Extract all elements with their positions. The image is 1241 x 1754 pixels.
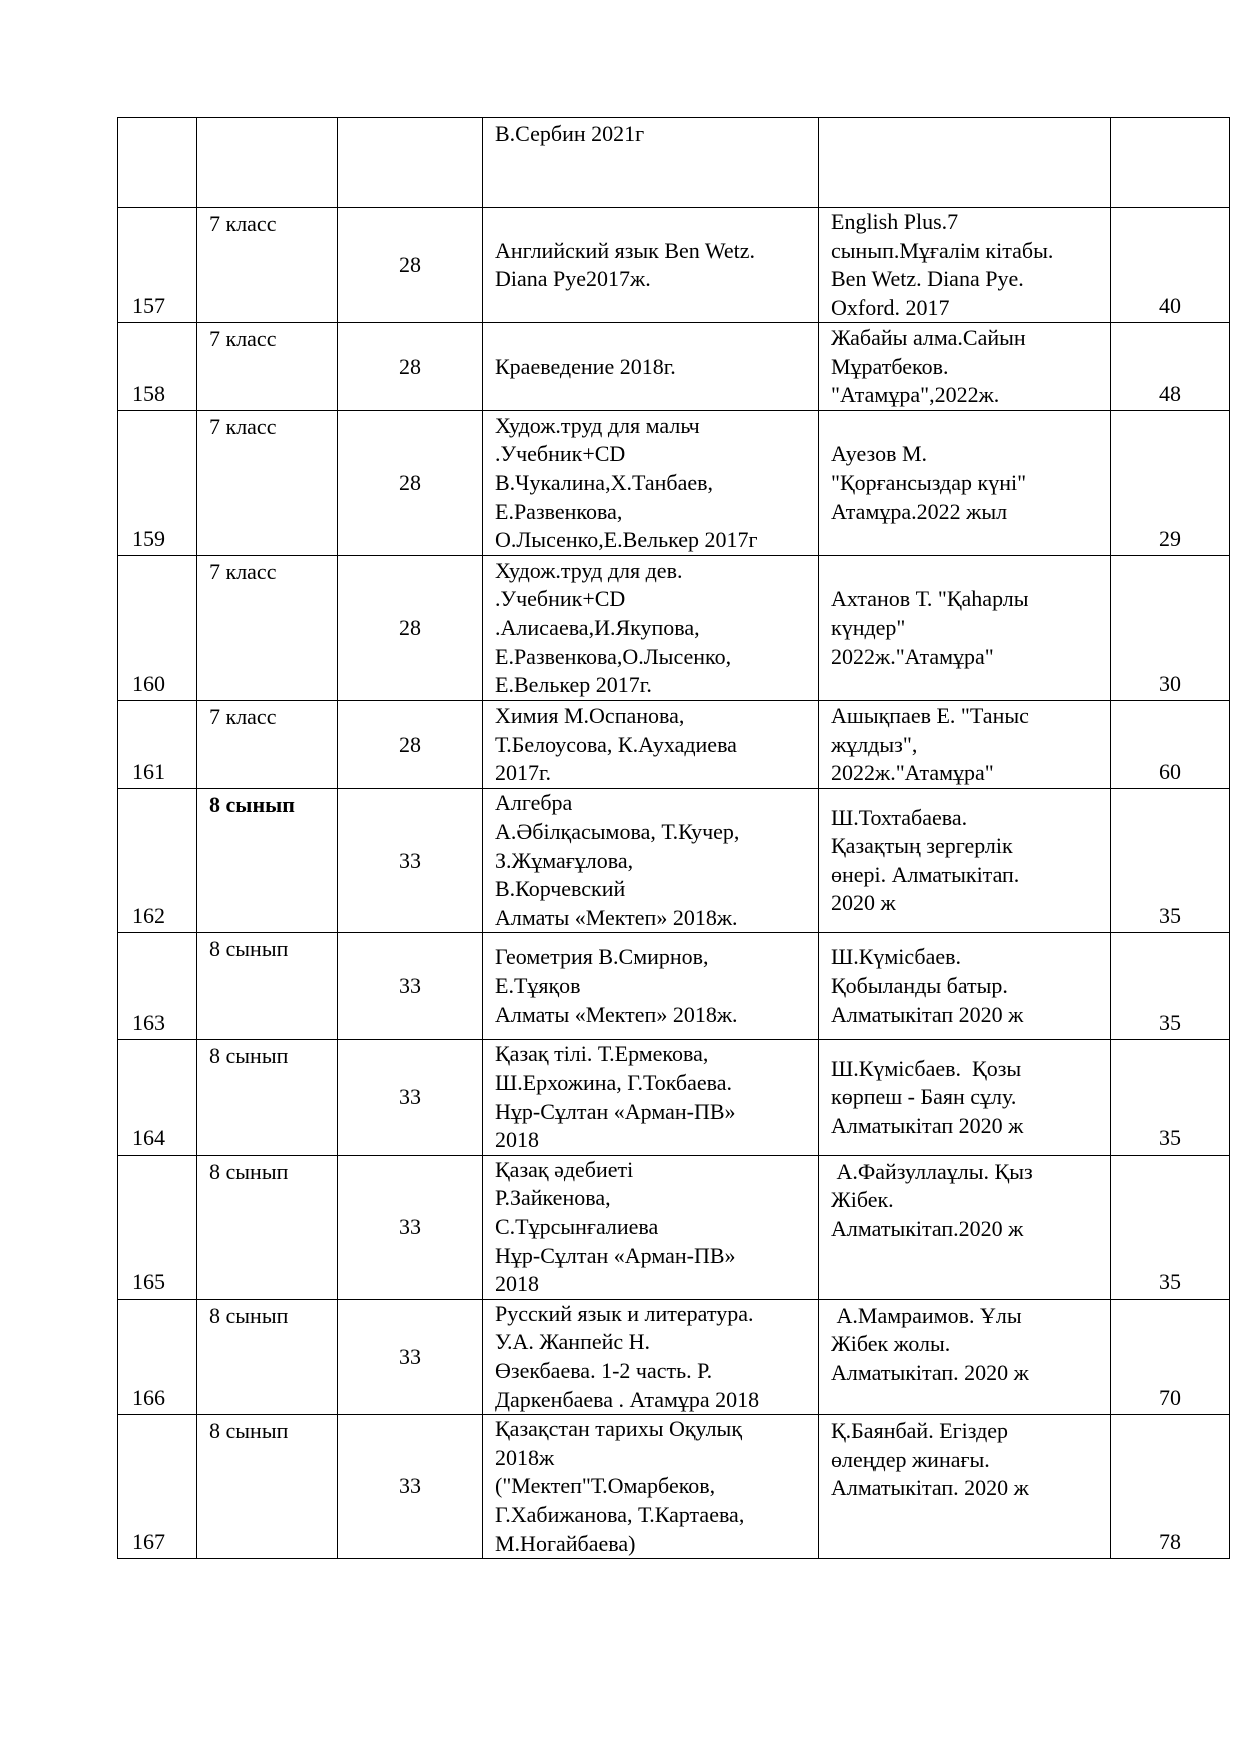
textbook-line: Өзекбаева. 1-2 часть. Р. [495, 1357, 713, 1383]
extra-book-cell [819, 411, 1111, 556]
textbook-line: В.Чукалина,Х.Танбаев, [495, 470, 714, 496]
hours-cell: 33 [338, 789, 483, 933]
table-row [118, 789, 1230, 933]
extra-book-line: күндер" [831, 615, 906, 641]
extra-book-line: өнері. Алматыкітап. [831, 861, 1020, 887]
textbook-line: Қазақ тілі. Т.Ермекова, [495, 1041, 709, 1067]
extra-book-line: Ben Wetz. Diana Pye. [831, 266, 1024, 292]
extra-book-line: Алматыкітап 2020 ж [831, 1112, 1024, 1138]
table-row [118, 323, 1230, 411]
quantity-cell: 29 [1111, 411, 1230, 556]
table-row [118, 701, 1230, 789]
textbook-line: Diana Pye2017ж. [495, 266, 651, 292]
table-body [118, 118, 1230, 1559]
textbook-line: Химия М.Оспанова, [495, 702, 685, 728]
extra-book-line: "Атамұра",2022ж. [831, 382, 1000, 408]
row-number-cell: 157 [118, 208, 197, 323]
textbook-line: Г.Хабижанова, Т.Картаева, [495, 1501, 745, 1527]
textbook-line: С.Тұрсынғалиева [495, 1213, 659, 1239]
extra-book-line: Алматыкітап.2020 ж [831, 1215, 1024, 1241]
textbook-cell [483, 1155, 819, 1299]
class-cell: 7 класс [197, 323, 338, 411]
table-row [118, 556, 1230, 701]
textbook-line: У.А. Жанпейс Н. [495, 1329, 651, 1355]
textbook-line: Нұр-Сұлтан «Арман-ПВ» [495, 1242, 736, 1268]
textbook-line: Т.Белоусова, К.Аухадиева [495, 731, 737, 757]
textbook-line: М.Ногайбаева) [495, 1530, 636, 1556]
textbook-line: 2018ж [495, 1444, 555, 1470]
textbook-line: Алгебра [495, 790, 573, 816]
textbook-line: Алматы «Мектеп» 2018ж. [495, 904, 738, 930]
textbook-line: Геометрия В.Смирнов, [495, 944, 709, 970]
row-number-cell: 163 [118, 933, 197, 1040]
table-row [118, 208, 1230, 323]
class-cell [197, 118, 338, 208]
class-cell: 8 сынып [197, 789, 338, 933]
extra-book-line: Ашықпаев Е. "Таныс [831, 702, 1029, 728]
extra-book-cell [819, 1299, 1111, 1414]
quantity-cell: 35 [1111, 1155, 1230, 1299]
quantity-cell: 35 [1111, 1040, 1230, 1155]
extra-book-cell [819, 556, 1111, 701]
extra-book-line: Жабайы алма.Сайын [831, 324, 1026, 350]
extra-book-line: Қ.Баянбай. Егіздер [831, 1418, 1009, 1444]
textbook-cell [483, 1299, 819, 1414]
extra-book-line: Алматыкітап 2020 ж [831, 1001, 1024, 1027]
textbook-cell [483, 789, 819, 933]
row-number-cell: 160 [118, 556, 197, 701]
extra-book-line: 2022ж."Атамұра" [831, 643, 994, 669]
extra-book-line: Ахтанов Т. "Қаһарлы [831, 586, 1029, 612]
extra-book-cell [819, 1155, 1111, 1299]
textbook-cell [483, 701, 819, 789]
hours-cell: 28 [338, 411, 483, 556]
textbook-line: А.Әбілқасымова, Т.Кучер, [495, 818, 740, 844]
extra-book-line: Мұратбеков. [831, 353, 949, 379]
textbook-line: .Учебник+CD [495, 586, 626, 612]
table-row [118, 411, 1230, 556]
extra-book-cell [819, 323, 1111, 411]
class-cell: 8 сынып [197, 1415, 338, 1559]
quantity-cell: 70 [1111, 1299, 1230, 1414]
extra-book-cell [819, 1040, 1111, 1155]
textbook-line: Русский язык и литература. [495, 1300, 754, 1326]
extra-book-line: 2020 ж [831, 890, 896, 916]
extra-book-cell [819, 118, 1111, 208]
hours-cell: 33 [338, 1155, 483, 1299]
extra-book-line: 2022ж."Атамұра" [831, 760, 994, 786]
hours-cell: 28 [338, 323, 483, 411]
textbook-line: Даркенбаева . Атамұра 2018 [495, 1386, 760, 1412]
class-cell: 7 класс [197, 556, 338, 701]
quantity-cell: 35 [1111, 789, 1230, 933]
row-number-cell: 158 [118, 323, 197, 411]
extra-book-line: Қобыланды батыр. [831, 973, 1008, 999]
extra-book-line: А.Файзуллаұлы. Қыз [831, 1158, 1033, 1184]
textbook-line: Қазақ әдебиеті [495, 1156, 634, 1182]
textbook-table [117, 117, 1230, 1559]
class-cell: 7 класс [197, 208, 338, 323]
extra-book-line: өлеңдер жинағы. [831, 1446, 990, 1472]
extra-book-line: Ауезов М. [831, 441, 928, 467]
row-number-cell: 164 [118, 1040, 197, 1155]
textbook-line: Английский язык Ben Wetz. [495, 237, 756, 263]
extra-book-line: А.Мамраимов. Ұлы [831, 1302, 1022, 1328]
textbook-cell [483, 323, 819, 411]
row-number-cell: 161 [118, 701, 197, 789]
hours-cell: 33 [338, 1299, 483, 1414]
textbook-line: .Учебник+CD [495, 441, 626, 467]
row-number-cell [118, 118, 197, 208]
class-cell: 8 сынып [197, 1155, 338, 1299]
quantity-cell: 40 [1111, 208, 1230, 323]
extra-book-line: Жібек жолы. [831, 1331, 951, 1357]
textbook-line: О.Лысенко,Е.Велькер 2017г [495, 527, 758, 553]
textbook-line: Худож.труд для мальч [495, 412, 700, 438]
textbook-line: .Алисаева,И.Якупова, [495, 615, 700, 641]
class-cell: 8 сынып [197, 1040, 338, 1155]
textbook-line: ("Мектеп"Т.Омарбеков, [495, 1473, 716, 1499]
hours-cell [338, 118, 483, 208]
hours-cell: 28 [338, 556, 483, 701]
extra-book-line: көрпеш - Баян сұлу. [831, 1084, 1017, 1110]
extra-book-line: Қазақтың зергерлік [831, 833, 1013, 859]
extra-book-line: жұлдыз", [831, 731, 918, 757]
class-cell: 8 сынып [197, 1299, 338, 1414]
hours-cell: 28 [338, 701, 483, 789]
textbook-cell [483, 208, 819, 323]
table-row [118, 1155, 1230, 1299]
extra-book-line: Алматыкітап. 2020 ж [831, 1475, 1029, 1501]
row-number-cell: 167 [118, 1415, 197, 1559]
hours-cell: 28 [338, 208, 483, 323]
textbook-line: Е.Развенкова,О.Лысенко, [495, 643, 732, 669]
textbook-cell [483, 118, 819, 208]
class-cell: 7 класс [197, 701, 338, 789]
table-row [118, 118, 1230, 208]
hours-cell: 33 [338, 933, 483, 1040]
hours-cell: 33 [338, 1415, 483, 1559]
textbook-cell [483, 411, 819, 556]
textbook-line: Е.Развенкова, [495, 498, 623, 524]
extra-book-cell [819, 701, 1111, 789]
textbook-line: Алматы «Мектеп» 2018ж. [495, 1001, 738, 1027]
table-row [118, 1040, 1230, 1155]
extra-book-line: Жібек. [831, 1187, 894, 1213]
table-row [118, 1415, 1230, 1559]
extra-book-cell [819, 933, 1111, 1040]
extra-book-line: Ш.Тохтабаева. [831, 804, 968, 830]
extra-book-cell [819, 208, 1111, 323]
textbook-line: 2018 [495, 1271, 539, 1297]
quantity-cell: 60 [1111, 701, 1230, 789]
table-row [118, 1299, 1230, 1414]
extra-book-line: Ш.Күмісбаев. Қозы [831, 1055, 1022, 1081]
class-cell: 8 сынып [197, 933, 338, 1040]
textbook-line: В.Сербин 2021г [495, 121, 645, 146]
textbook-cell [483, 1040, 819, 1155]
extra-book-cell [819, 1415, 1111, 1559]
textbook-line: 2017г. [495, 760, 552, 786]
quantity-cell: 48 [1111, 323, 1230, 411]
textbook-cell [483, 1415, 819, 1559]
quantity-cell: 30 [1111, 556, 1230, 701]
class-cell: 7 класс [197, 411, 338, 556]
extra-book-line: Oxford. 2017 [831, 294, 950, 320]
textbook-line: 2018 [495, 1127, 539, 1153]
hours-cell: 33 [338, 1040, 483, 1155]
extra-book-line: English Plus.7 [831, 209, 959, 234]
textbook-line: Ш.Ерхожина, Г.Токбаева. [495, 1069, 733, 1095]
textbook-line: Қазақстан тарихы Оқулық [495, 1416, 743, 1442]
extra-book-line: "Қорғансыздар күні" [831, 470, 1027, 496]
textbook-cell [483, 556, 819, 701]
quantity-cell [1111, 118, 1230, 208]
extra-book-cell [819, 789, 1111, 933]
extra-book-line: сынып.Мұғалім кітабы. [831, 237, 1054, 263]
textbook-line: Краеведение 2018г. [495, 353, 676, 379]
textbook-line: Е.Тұяқов [495, 973, 581, 999]
table-row [118, 933, 1230, 1040]
textbook-line: Худож.труд для дев. [495, 557, 683, 583]
row-number-cell: 165 [118, 1155, 197, 1299]
textbook-line: Е.Велькер 2017г. [495, 672, 652, 698]
textbook-line: З.Жұмағұлова, [495, 847, 634, 873]
quantity-cell: 78 [1111, 1415, 1230, 1559]
textbook-line: Нұр-Сұлтан «Арман-ПВ» [495, 1098, 736, 1124]
row-number-cell: 162 [118, 789, 197, 933]
extra-book-line: Алматыкітап. 2020 ж [831, 1359, 1029, 1385]
textbook-line: В.Корчевский [495, 876, 626, 902]
row-number-cell: 166 [118, 1299, 197, 1414]
extra-book-line: Ш.Күмісбаев. [831, 944, 962, 970]
textbook-line: Р.Зайкенова, [495, 1185, 611, 1211]
row-number-cell: 159 [118, 411, 197, 556]
quantity-cell: 35 [1111, 933, 1230, 1040]
extra-book-line: Атамұра.2022 жыл [831, 498, 1008, 524]
textbook-cell [483, 933, 819, 1040]
